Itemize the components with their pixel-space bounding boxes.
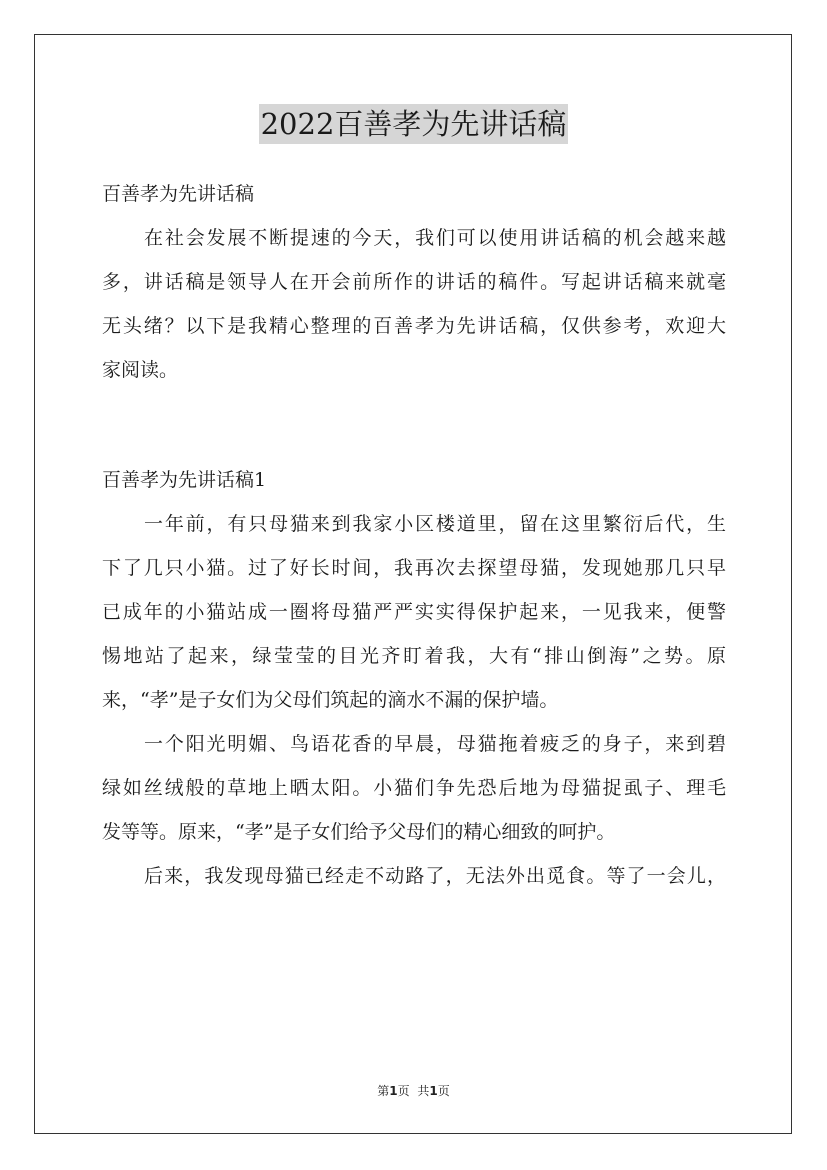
para2-line: 发等等。原来，“孝”是子女们给予父母们的精心细致的呵护。 [102,821,616,843]
para1-line: 已成年的小猫站成一圈将母猫严严实实得保护起来，一见我来，便警 [102,601,726,623]
section-gap [102,392,726,458]
intro-line: 无头绪？以下是我精心整理的百善孝为先讲话稿，仅供参考，欢迎大 [102,315,726,337]
para3-line: 后来，我发现母猫已经走不动路了，无法外出觅食。等了一会儿， [144,865,726,887]
section1-heading: 百善孝为先讲话稿1 [102,469,267,491]
intro-line: 多，讲话稿是领导人在开会前所作的讲话的稿件。写起讲话稿来就毫 [102,271,726,293]
document-title: 2022百善孝为先讲话稿 [259,104,569,144]
page-suffix: 页 [397,1084,410,1098]
title-container [0,104,827,144]
para1-line: 惕地站了起来，绿莹莹的目光齐盯着我，大有“排山倒海”之势。原 [102,645,726,667]
para2-line: 一个阳光明媚、鸟语花香的早晨，母猫拖着疲乏的身子，来到碧 [144,733,726,755]
intro-line: 家阅读。 [102,359,179,381]
total-suffix: 页 [437,1084,450,1098]
intro-heading: 百善孝为先讲话稿 [102,183,255,205]
para1-line: 一年前，有只母猫来到我家小区楼道里，留在这里繁衍后代，生 [144,513,726,535]
document-body [102,172,726,898]
page-footer [0,1082,827,1099]
para2-line: 绿如丝绒般的草地上晒太阳。小猫们争先恐后地为母猫捉虱子、理毛 [102,777,726,799]
para1-line: 来，“孝”是子女们为父母们筑起的滴水不漏的保护墙。 [102,689,559,711]
total-pages: 1 [429,1084,438,1098]
para1-line: 下了几只小猫。过了好长时间，我再次去探望母猫，发现她那几只早 [102,557,726,579]
page-number: 1 [389,1084,398,1098]
page-prefix: 第 [377,1084,390,1098]
intro-line: 在社会发展不断提速的今天，我们可以使用讲话稿的机会越来越 [144,227,726,249]
total-prefix: 共 [417,1084,430,1098]
